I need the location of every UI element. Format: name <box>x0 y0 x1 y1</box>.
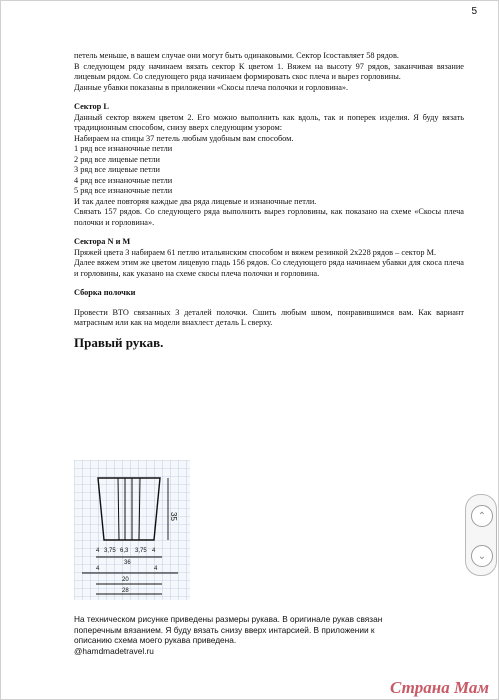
sector-l-line: 3 ряд все лицевые петли <box>74 165 160 174</box>
sleeve-heading: Правый рукав. <box>74 334 164 350</box>
sketch-top-label: 3,75 <box>135 548 147 554</box>
sector-l-line: И так далее повторяя каждые два ряда лицевые и изнаночные петли. <box>74 196 317 206</box>
site-watermark: Страна Мам <box>390 678 490 697</box>
sector-l-line: 1 ряд все изнаночные петли <box>74 144 173 153</box>
sector-nm-paragraph-2: Далее вяжем этим же цветом лицевую гладь 156 рядов. Со следующего ряда начинаем убавки для скоса плеча и горловины, как указано на схеме скосы плеча полочки и горловина. <box>74 258 464 278</box>
sketch-mid-label: 36 <box>124 560 131 566</box>
page-number: 5 <box>471 6 477 17</box>
chevron-up-icon: ⌃ <box>477 510 487 522</box>
sector-l-line: 2 ряд все лицевые петли <box>74 154 160 164</box>
sector-l-line: 4 ряд все изнаночные петли <box>74 175 173 185</box>
sector-l-line: Связать 157 рядов. Со следующего ряда выполнить вырез горловины, как показано на схеме «Скосы плеча полочки и горловина». <box>74 207 464 227</box>
chevron-down-icon: ⌄ <box>477 550 487 562</box>
sketch-top-label: 4 <box>152 548 156 554</box>
assembly-heading: Сборка полочки <box>74 288 136 297</box>
intro-paragraph-3: Данные убавки показаны в приложении «Скосы плеча полочки и горловина». <box>74 82 349 92</box>
sketch-top-label: 4 <box>96 548 100 554</box>
sketch-side-label: 4 <box>154 566 158 572</box>
intro-paragraph-2: В следующем ряду начинаем вязать сектор К цветом 1. Вяжем на высоту 97 рядов, заканчивая вязание лицевым рядом. Со следующего ряда начинаем формировать скос плеча и вырез горловины. <box>74 61 464 81</box>
sketch-height-label: 35 <box>169 512 178 521</box>
sector-l-line: 5 ряд все изнаночные петли <box>74 186 173 195</box>
sleeve-caption <box>74 614 404 656</box>
intro-paragraph-1: петель меньше, в вашем случае они могут быть одинаковыми. Сектор Iсоставляет 58 рядов. <box>74 51 399 60</box>
sector-l-line: Набираем на спицы 37 петель любым удобным вам способом. <box>74 133 294 143</box>
site-handle: @hamdmadetravel.ru <box>74 645 154 656</box>
sketch-bottom-label-1: 20 <box>122 577 129 583</box>
document-body <box>74 51 464 348</box>
sector-l-heading: Сектор L <box>74 102 109 111</box>
sketch-top-label: 3,75 <box>104 548 116 554</box>
sketch-side-label: 4 <box>96 566 100 572</box>
sector-l-line: Данный сектор вяжем цветом 2. Его можно выполнить как вдоль, так и поперек изделия. Я буду вязать традиционным способом, снизу вверх следующим узором: <box>74 112 464 132</box>
sketch-bottom-label-2: 28 <box>122 588 129 594</box>
sleeve-sketch <box>74 460 190 600</box>
sector-nm-heading: Сектора N и M <box>74 237 131 246</box>
scroll-down-button[interactable] <box>471 545 493 567</box>
sleeve-caption-text: На техническом рисунке приведены размеры рукава. В оригинале рукав связан поперечным вязанием. Я буду вязать снизу вверх интарсией. В приложении к описанию схема моего рукава приведена. <box>74 614 383 645</box>
sector-nm-paragraph-1: Пряжей цвета 3 набираем 61 петлю итальянским способом и вяжем резинкой 2х228 рядов – сектор M. <box>74 247 437 257</box>
scroll-up-button[interactable] <box>471 505 493 527</box>
sketch-top-label: 6,3 <box>120 548 129 554</box>
assembly-paragraph: Провести ВТО связанных 3 деталей полочки. Сшить любым швом, понравившимся вам. Как вариант матрасным или как на модели внахлест деталь L сверху. <box>74 307 464 327</box>
page-scroll-control[interactable] <box>465 494 497 576</box>
